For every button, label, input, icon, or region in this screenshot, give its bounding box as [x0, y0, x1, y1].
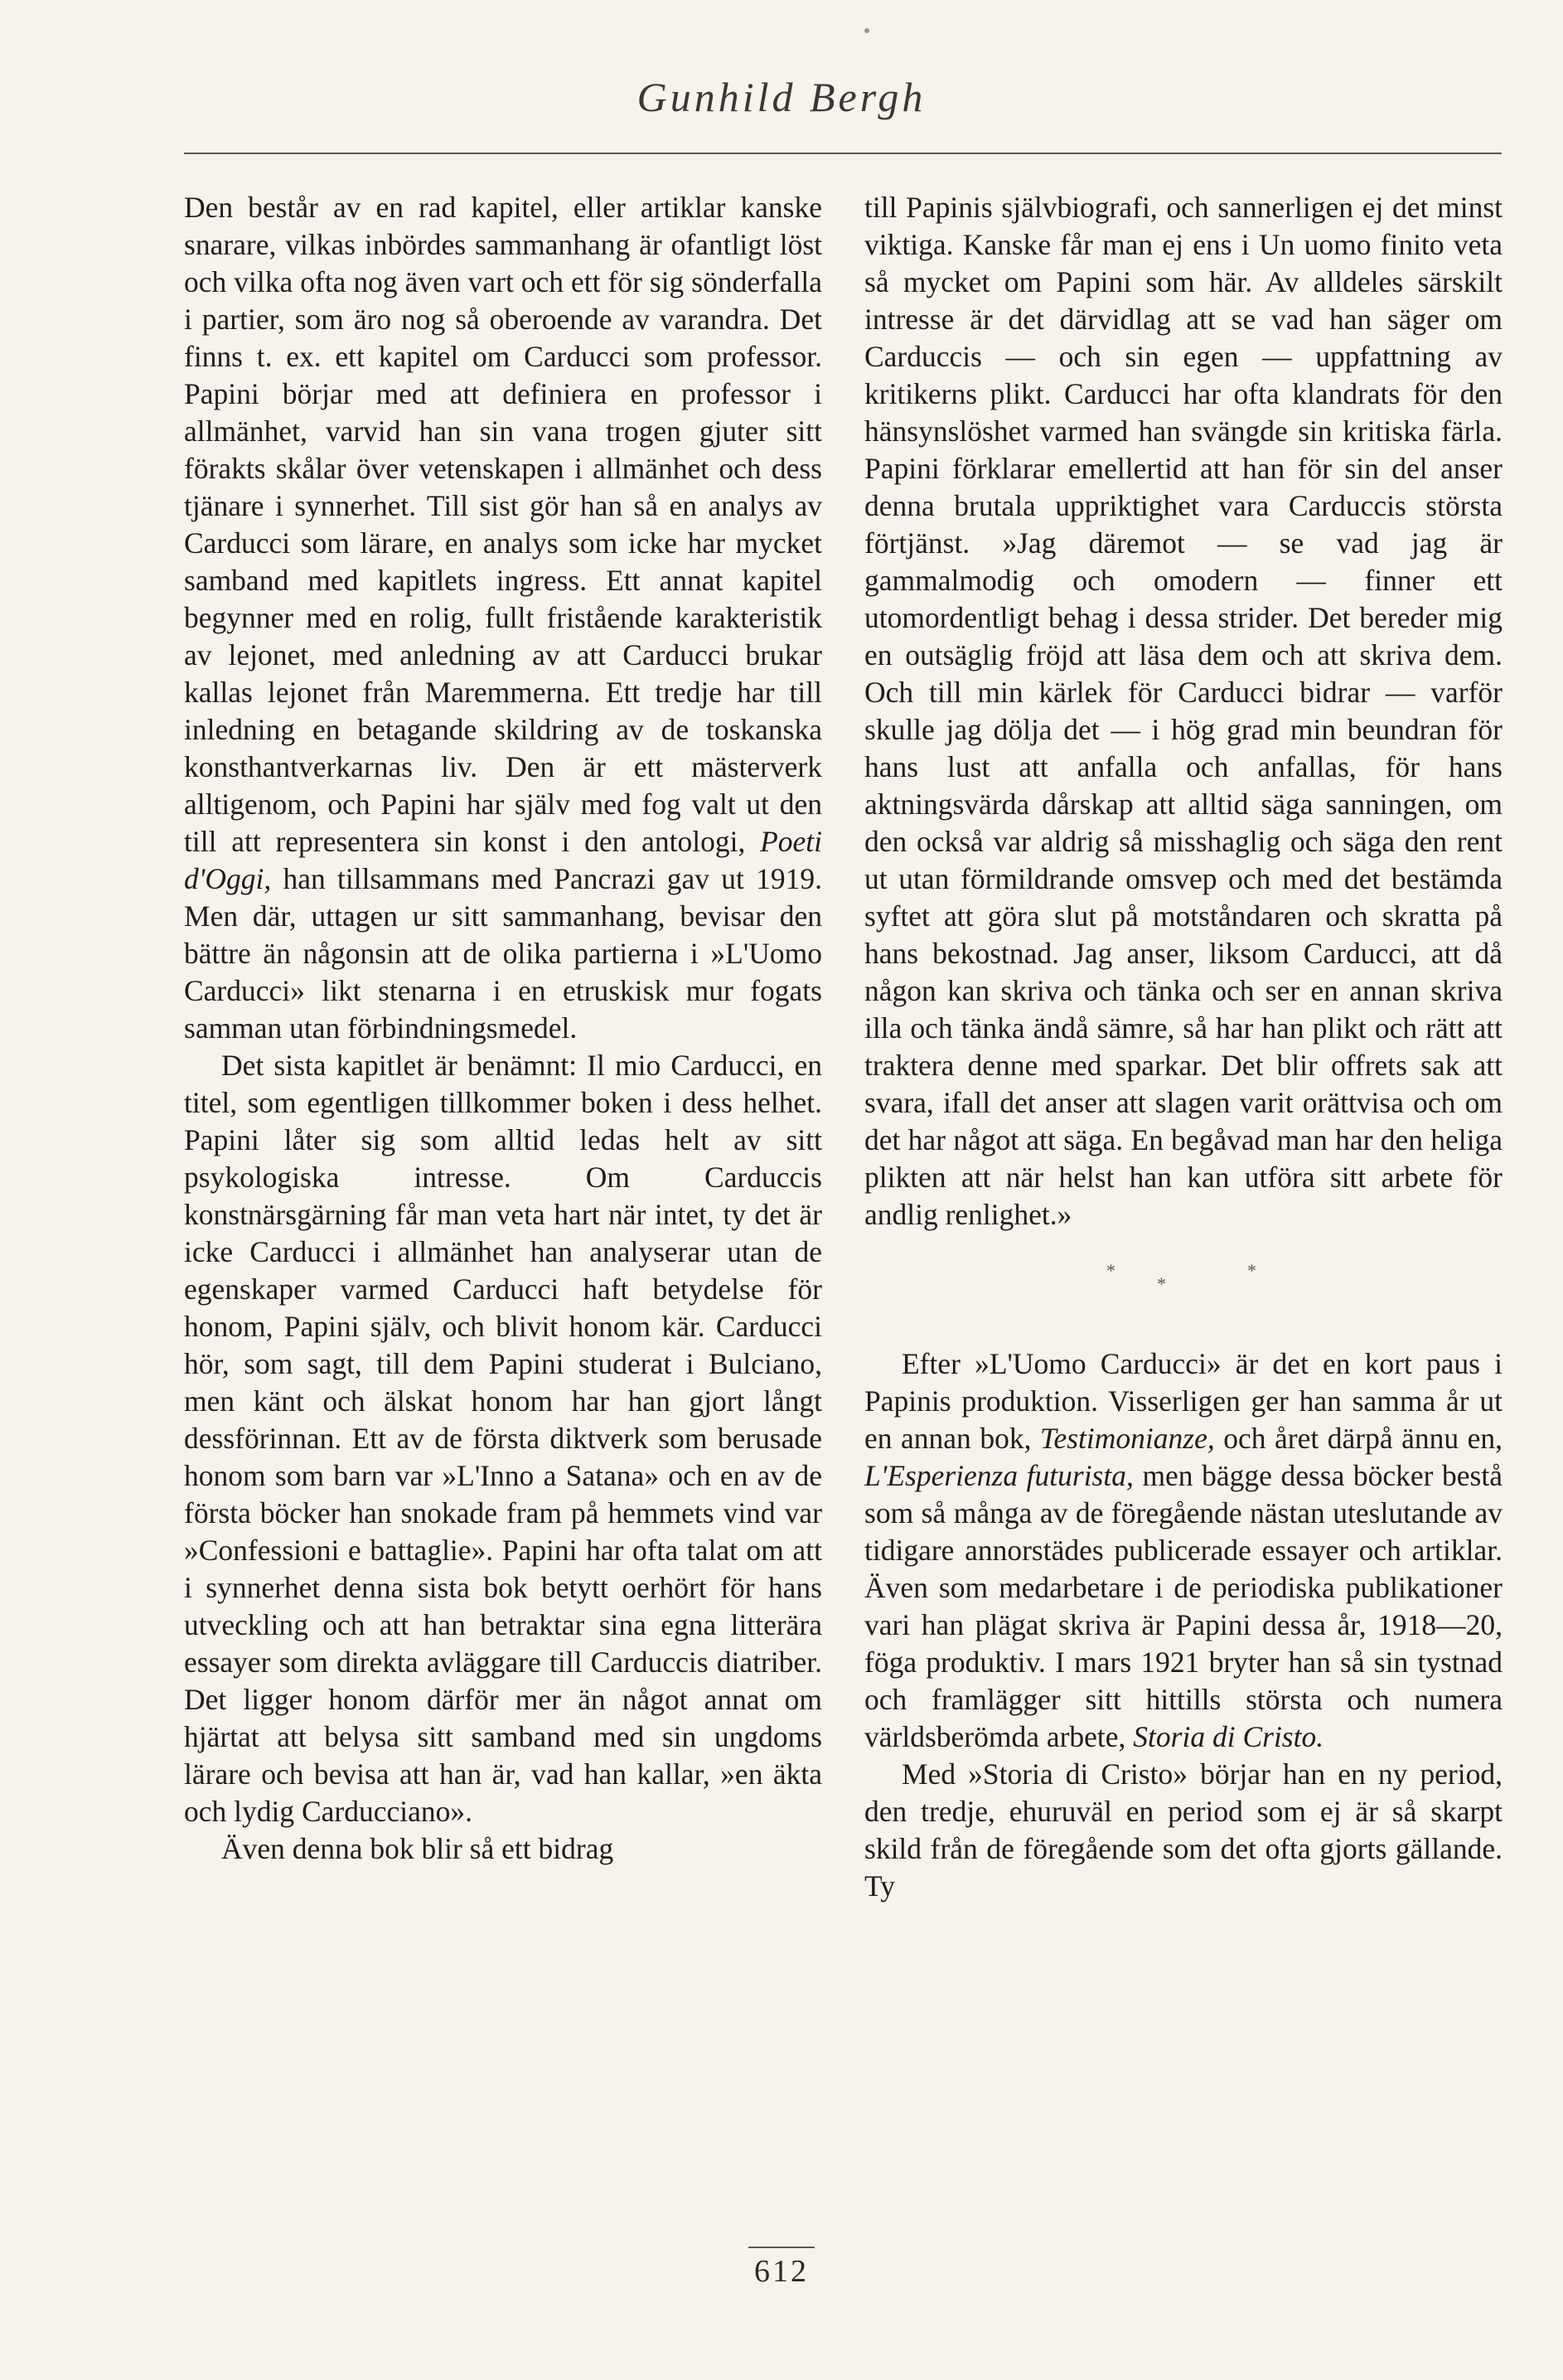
page-speck	[864, 28, 869, 33]
left-p1-end: han tillsammans med Pancrazi gav ut 1919. Men där, uttagen ur sitt sammanhang, bevisar den bättre än någonsin att de olika partierna i »L'Uomo Carducci» likt stenarna i en etruskisk mur fogats samman utan förbindningsmedel.	[184, 862, 823, 1045]
right-paragraph-3: Med »Storia di Cristo» börjar han en ny period, den tredje, ehuruväl en period som ej är så skarpt skild från de föregående som det ofta gjorts gällande. Ty	[864, 1757, 1503, 1903]
right-paragraph-2	[864, 1345, 1503, 1756]
right-p2-text-b: och året därpå ännu en,	[1223, 1422, 1503, 1455]
right-paragraph-1: till Papinis självbiografi, och sannerligen ej det minst viktiga. Kanske får man ej ens i Un uomo finito veta så mycket om Papini som här. Av alldeles särskilt intresse är det därvidlag att se vad han säger om Carduccis — och sin egen — uppfattning av kritikerns plikt. Carducci har ofta klandrats för den hänsynslöshet varmed han svängde sin kritiska färla. Papini förklarar emellertid att han för sin del anser denna brutala uppriktighet vara Carduccis största förtjänst. »Jag däremot — se vad jag är gammalmodig och omodern — finner ett utomordentligt behag i dessa strider. Det bereder mig en outsäglig fröjd att läsa dem och att skriva dem. Och till min kärlek för Carducci bidrar — varför skulle jag dölja det — i hög grad min beundran för hans lust att anfalla och anfallas, för hans aktningsvärda dårskap att alltid säga sanningen, om den också var aldrig så misshaglig och säga den rent ut utan förmildrande omsvep och med det bestämda syftet att göra slut på motståndaren och skratta på hans bekostnad. Jag anser, liksom Carducci, att då någon kan skriva och tänka och ser en annan skriva illa och tänka ändå sämre, så har han plikt och rätt att traktera denne med sparkar. Det blir offrets sak att svara, ifall det anser att slagen varit orättvisa och om det har något att säga. En begåvad man har den heliga plikten att när helst han kan utföra sitt arbete för andlig renlighet.»	[864, 191, 1503, 1231]
left-p1-text: Den består av en rad kapitel, eller artiklar kanske snarare, vilkas inbördes sammanhang är ofantligt löst och vilka ofta nog även vart och ett för sig sönderfalla i partier, som äro nog så oberoende av varandra. Det finns t. ex. ett kapitel om Carducci som professor. Papini börjar med att definiera en professor i allmänhet, varvid han sin vana trogen gjuter sitt förakts skålar över vetenskapen i allmänhet och dess tjänare i synnerhet. Till sist gör han så en analys av Carducci som lärare, en analys som icke har mycket samband med kapitlets ingress. Ett annat kapitel begynner med en rolig, fullt fristående karakteristik av lejonet, med anledning av att Carducci brukar kallas lejonet från Maremmerna. Ett tredje har till inledning en betagande skildring av de toskanska konsthantverkarnas liv. Den är ett mästerverk alltigenom, och Papini har själv med fog valt ut den till att representera sin konst i den antologi,	[184, 191, 822, 858]
right-p2-title-testimonianze: Testimonianze,	[1039, 1422, 1215, 1455]
separator-asterisk-3: *	[1247, 1260, 1256, 1281]
right-p2-text-c: men bägge dessa böcker bestå som så många av de föregående nästan uteslutande av tidigare annorstädes publicerade essayer och artiklar. Även som medarbetare i de periodiska publikationer vari han plägat skriva är Papini dessa år, 1918—20, föga produktiv. I mars 1921 bryter han så sin tystnad och framlägger sitt hittills största och numera världsberömda arbete,	[864, 1459, 1503, 1753]
separator-asterisk-1: *	[1106, 1260, 1115, 1281]
section-separator	[864, 1234, 1503, 1345]
header-rule	[184, 153, 1502, 154]
left-paragraph-3: Även denna bok blir så ett bidrag	[221, 1832, 614, 1865]
separator-asterisk-2: *	[1157, 1273, 1166, 1294]
right-p2-title-esperienza: L'Esperienza futurista,	[864, 1459, 1134, 1492]
left-paragraph-1	[184, 189, 822, 1047]
left-paragraph-2: Det sista kapitlet är benämnt: Il mio Carducci, en titel, som egentligen tillkommer boken i dess helhet. Papini låter sig som alltid ledas helt av sitt psykologiska intresse. Om Carduccis konstnärsgärning får man veta hart när intet, ty det är icke Carducci i allmänhet han analyserar utan de egenskaper varmed Carducci haft betydelse för honom, Papini själv, och blivit honom kär. Carducci hör, som sagt, till dem Papini studerat i Bulciano, men känt och älskat honom har han gjort långt dessförinnan. Ett av de första diktverk som berusade honom som barn var »L'Inno a Satana» och en av de första böcker han snokade fram på hemmets vind var »Confessioni e battaglie». Papini har ofta talat om att i synnerhet denna sista bok betytt oerhört för hans utveckling och att han betraktar sina egna litterära essayer som direkta avläggare till Carduccis diatriber. Det ligger honom därför mer än något annat om hjärtat att belysa sitt samband med sin ungdoms lärare och bevisa att han är, vad han kallar, »en äkta och lydig Carducciano».	[184, 1049, 822, 1828]
right-p2-text-a: Efter »L'Uomo Carducci» är det en kort paus i Papinis produktion. Visserligen ger han samma år ut en annan bok,	[864, 1347, 1503, 1455]
right-p2-title-storia: Storia di Cristo.	[1133, 1720, 1324, 1753]
page-number: 612	[748, 2247, 815, 2290]
right-column	[864, 189, 1503, 1905]
left-p1-title-poeti: Poeti d'Oggi,	[184, 825, 823, 895]
running-head: Gunhild Bergh	[636, 74, 927, 120]
left-column	[184, 189, 822, 1868]
